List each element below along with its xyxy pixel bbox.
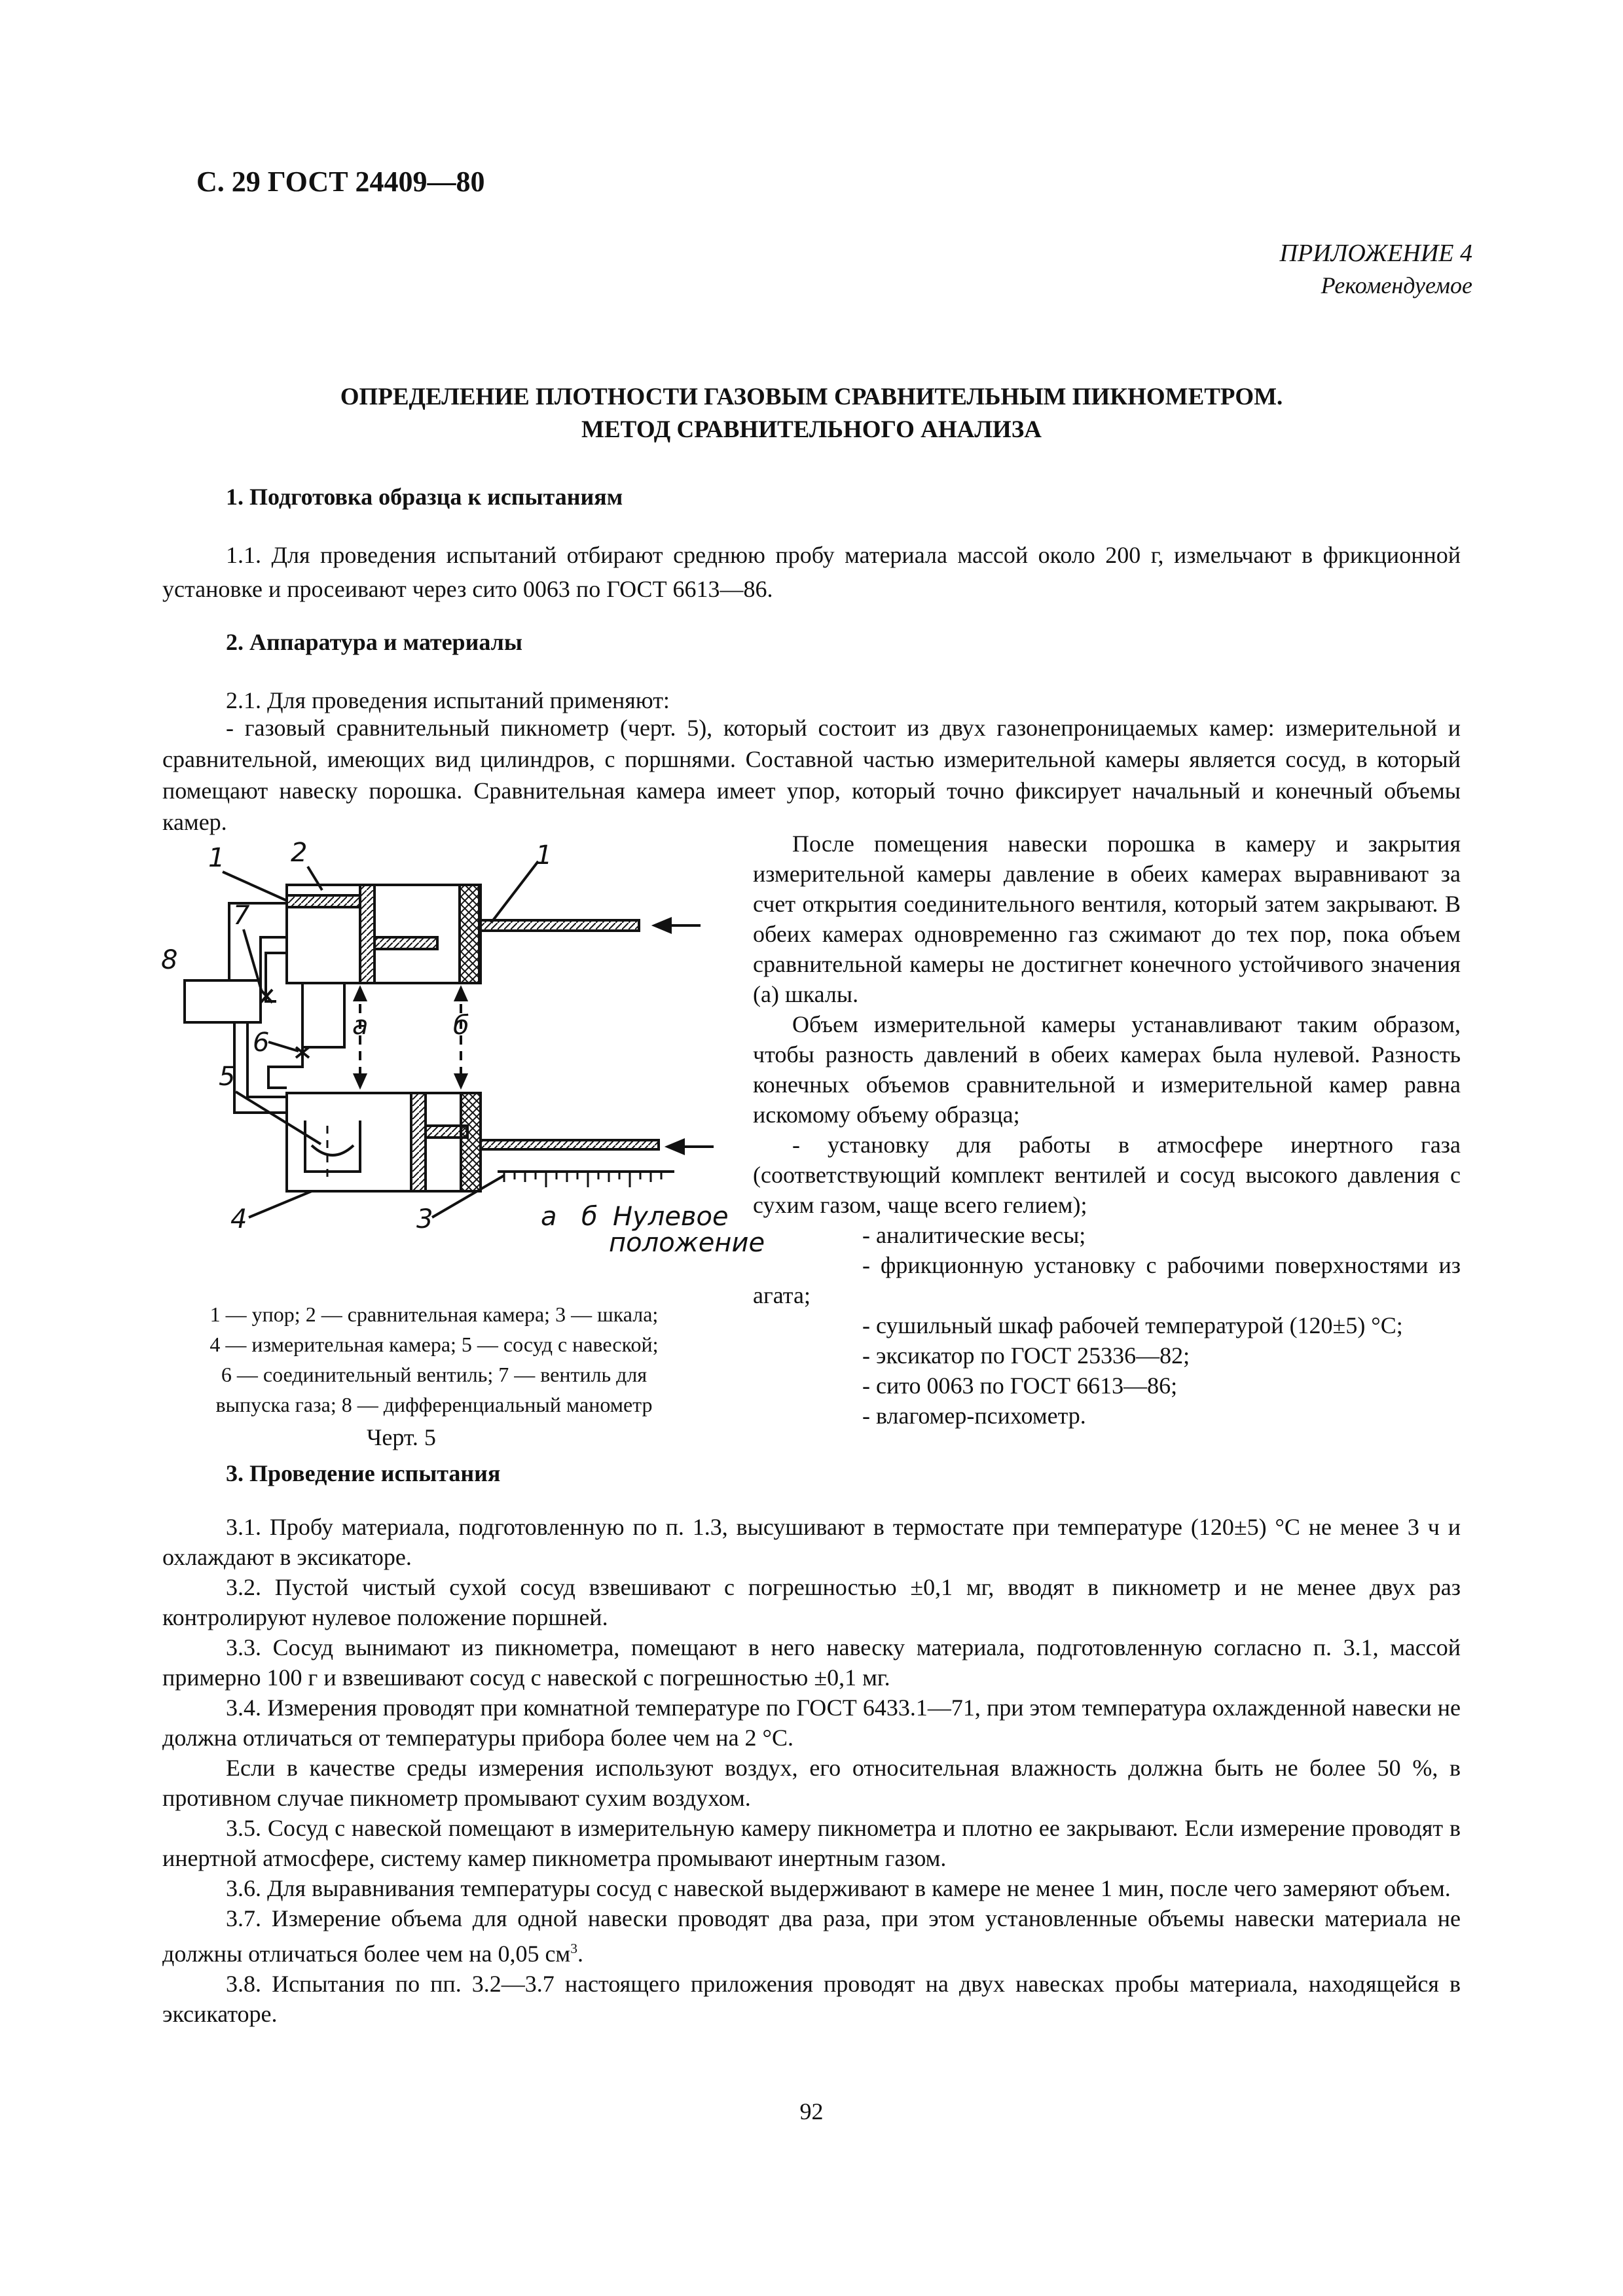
section-2-heading: 2. Аппаратура и материалы	[226, 629, 522, 655]
section-1-heading: 1. Подготовка образца к испытаниям	[226, 484, 623, 510]
paragraph-1-1: 1.1. Для проведения испытаний отбирают среднюю пробу материала массой около 200 г, измельчают в фрикционной установке и просеивают через сито 0063 по ГОСТ 6613—86.	[162, 542, 1461, 602]
label-b-scale: б	[581, 1202, 598, 1232]
label-b-upper: б	[453, 1011, 469, 1041]
list-item: - фрикционную установку с рабочими поверхностями из агата;	[753, 1252, 1461, 1308]
paragraph-3-7-end: .	[577, 1941, 583, 1967]
appendix-type: Рекомендуемое	[1321, 272, 1472, 298]
upper-rod	[479, 920, 639, 931]
list-item: - установку для работы в атмосфере инертного газа (соответствующий комплект вентилей и сосуд высокого давления с сухим газом, чаще всего гелием);	[753, 1132, 1461, 1218]
label-1-right: 1	[536, 840, 553, 870]
page-number: 92	[799, 2098, 824, 2125]
list-item: - влагомер-психометр.	[862, 1403, 1086, 1429]
label-8: 8	[161, 945, 178, 975]
label-4: 4	[230, 1204, 247, 1234]
right-column-text	[753, 829, 1461, 1431]
paragraph-3-1: 3.1. Пробу материала, подготовленную по п. 1.3, высушивают в термостате при температуре (120±5) °С не менее 3 ч и охлаждают в эксикаторе.	[162, 1514, 1461, 1570]
label-1-left: 1	[208, 843, 225, 873]
paragraph-3-7	[162, 1903, 1461, 1969]
legend-line: 4 — измерительная камера; 5 — сосуд с навеской;	[210, 1333, 659, 1356]
lower-piston-seal	[461, 1093, 481, 1191]
legend-line: выпуска газа; 8 — дифференциальный манометр	[215, 1393, 653, 1416]
label-zero-2: положение	[609, 1228, 765, 1258]
figure-legend	[156, 1299, 712, 1420]
paragraph-3-5: 3.5. Сосуд с навеской помещают в измерительную камеру пикнометра и плотно ее закрывают. Если измерение проводят в инертной атмосфере, систему камер пикнометра промывают инертным газом.	[162, 1815, 1461, 1871]
appendix-block	[1280, 239, 1472, 299]
differential-manometer	[185, 980, 261, 1022]
section-3-body	[162, 1512, 1461, 2029]
unit-superscript: 3	[570, 1941, 577, 1956]
paragraph-3-4: 3.4. Измерения проводят при комнатной температуре по ГОСТ 6433.1—71, при этом температура охлажденной навески не должна отличаться от температуры прибора более чем на 2 °С.	[162, 1695, 1461, 1751]
label-3: 3	[416, 1204, 433, 1234]
label-a-scale: а	[541, 1202, 557, 1232]
paragraph-3-6: 3.6. Для выравнивания температуры сосуд с навеской выдерживают в камере не менее 1 мин, после чего замеряют объем.	[226, 1875, 1451, 1901]
label-zero-1: Нулевое	[613, 1202, 729, 1232]
figure-caption: Черт. 5	[367, 1424, 436, 1450]
label-7: 7	[233, 901, 250, 931]
paragraph-3-7-text: 3.7. Измерение объема для одной навески проводят два раза, при этом установленные объемы навески материала не должны отличаться более чем на 0,05 см	[162, 1905, 1461, 1967]
pycnometer-diagram	[151, 838, 765, 1270]
paragraph-2-1-volume: Объем измерительной камеры устанавливают таким образом, чтобы разность давлений в обеих камерах была нулевой. Разность конечных объемов сравнительной и измерительной камер равна искомому объему образца;	[753, 1011, 1461, 1128]
paragraph-2-1: 2.1. Для проведения испытаний применяют:	[226, 687, 670, 713]
title-line-1: ОПРЕДЕЛЕНИЕ ПЛОТНОСТИ ГАЗОВЫМ СРАВНИТЕЛЬНЫМ ПИКНОМЕТРОМ.	[340, 384, 1283, 410]
paragraph-3-2: 3.2. Пустой чистый сухой сосуд взвешивают с погрешностью ±0,1 мг, вводят в пикнометр и не менее двух раз контролируют нулевое положение поршней.	[162, 1574, 1461, 1630]
legend-line: 6 — соединительный вентиль; 7 — вентиль для	[221, 1363, 647, 1386]
label-6: 6	[253, 1028, 270, 1058]
label-2: 2	[291, 838, 308, 868]
list-item: - сушильный шкаф рабочей температурой (120±5) °С;	[862, 1312, 1403, 1338]
paragraph-3-8: 3.8. Испытания по пп. 3.2—3.7 настоящего приложения проводят на двух навесках пробы материала, находящейся в эксикаторе.	[162, 1971, 1461, 2027]
lower-piston-body	[411, 1093, 426, 1191]
paragraph-3-4-humidity: Если в качестве среды измерения используют воздух, его относительная влажность должна быть не более 50 %, в противном случае пикнометр промывают сухим воздухом.	[162, 1755, 1461, 1811]
appendix-number: ПРИЛОЖЕНИЕ 4	[1279, 240, 1472, 267]
paragraph-2-1-procedure: После помещения навески порошка в камеру и закрытия измерительной камеры давление в обеих камерах выравнивают за счет открытия соединительного вентиля, который затем закрывают. В обеих камерах одновременно газ сжимают до тех пор, пока объем сравнительной камеры не достигнет конечного устойчивого значения (а) шкалы.	[753, 831, 1461, 1007]
lower-rod	[481, 1140, 659, 1149]
section-3-heading: 3. Проведение испытания	[226, 1460, 501, 1486]
list-item: - сито 0063 по ГОСТ 6613—86;	[862, 1372, 1178, 1399]
title-line-2: МЕТОД СРАВНИТЕЛЬНОГО АНАЛИЗА	[581, 416, 1042, 443]
paragraph-2-1-pycnometer: - газовый сравнительный пикнометр (черт. 5), который состоит из двух газонепроницаемых камер: измерительной и сравнительной, имеющих вид цилиндров, с поршнями. Составной частью измерительной камеры является сосуд, в который помещают навеску порошка. Сравнительная камера имеет упор, который точно фиксирует начальный и конечный объемы камер.	[162, 715, 1461, 835]
paragraph-3-3: 3.3. Сосуд вынимают из пикнометра, помещают в него навеску материала, подготовленную согласно п. 3.1, массой примерно 100 г и взвешивают сосуд с навеской с погрешностью ±0,1 мг.	[162, 1634, 1461, 1691]
upper-piston-seal	[460, 885, 479, 983]
document-title	[0, 381, 1623, 446]
legend-line: 1 — упор; 2 — сравнительная камера; 3 — шкала;	[210, 1302, 659, 1326]
upper-piston-body	[360, 885, 374, 983]
list-item: - эксикатор по ГОСТ 25336—82;	[862, 1342, 1190, 1369]
page-header: С. 29 ГОСТ 24409—80	[196, 166, 485, 198]
label-a-upper: а	[352, 1011, 369, 1041]
list-item: - аналитические весы;	[862, 1222, 1086, 1248]
label-5: 5	[219, 1062, 236, 1092]
stop-upper	[287, 895, 360, 907]
